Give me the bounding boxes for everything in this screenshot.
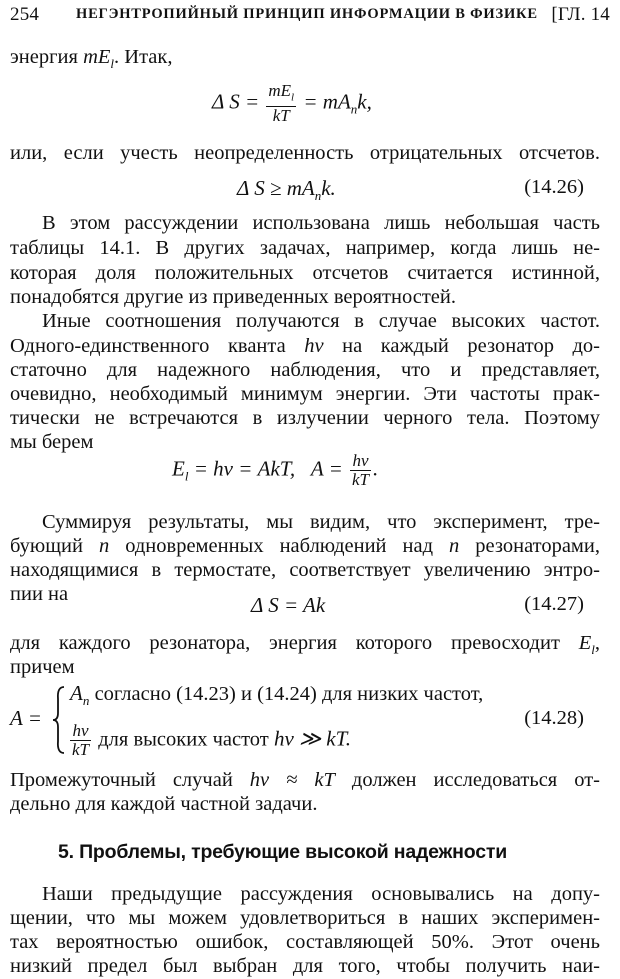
math-symbol: = bbox=[244, 89, 260, 114]
math-symbol: hν ≈ kT bbox=[249, 769, 335, 791]
text-line bbox=[10, 333, 600, 359]
math-symbol: Δ S bbox=[212, 89, 240, 114]
math-symbol: ≥ mA bbox=[269, 176, 315, 200]
text-fragment: Одного-единственного кванта bbox=[10, 335, 286, 357]
text-line: для каждого резонатора, энергия которого превосходит $E_l$, bbox=[10, 632, 600, 658]
formula-entropy-bound bbox=[237, 176, 602, 204]
math-subscript: n bbox=[314, 188, 322, 204]
text-line: тически не встречаются в излучении черного тела. Поэтому bbox=[10, 407, 600, 429]
page-number: 254 bbox=[10, 4, 40, 25]
math-symbol: = hν = AkT, bbox=[193, 456, 296, 481]
fraction bbox=[350, 452, 371, 489]
math-symbol: E bbox=[172, 456, 185, 481]
math-symbol: hν bbox=[304, 335, 324, 357]
running-title: НЕГЭНТРОПИЙНЫЙ ПРИНЦИП ИНФОРМАЦИИ В ФИЗИКЕ bbox=[76, 6, 538, 22]
fraction-numerator: hν bbox=[70, 722, 91, 741]
formula-entropy-ak bbox=[251, 593, 602, 618]
math-subscript: n bbox=[82, 693, 90, 709]
text-line: таблицы 14.1. В других задачах, например, когда лишь не- bbox=[10, 237, 600, 259]
equation-number: (14.28) bbox=[524, 707, 584, 729]
text-line: низкий предел был выбран для того, чтобы получить наи- bbox=[10, 955, 600, 977]
text-fragment: одновременных наблюдений над bbox=[125, 535, 434, 557]
text-line: Суммируя результаты, мы видим, что эксперимент, тре- bbox=[42, 511, 600, 533]
text-line: понадобятся другие из приведенных вероятностей. bbox=[10, 286, 456, 308]
math-symbol: n bbox=[98, 535, 110, 557]
text-fragment: бующий bbox=[10, 535, 83, 557]
fraction bbox=[266, 82, 296, 125]
fraction-denominator: kT bbox=[352, 470, 370, 489]
math-symbol: = mA bbox=[303, 89, 351, 114]
fraction-denominator: kT bbox=[72, 740, 89, 759]
text-fragment: Итак, bbox=[124, 46, 173, 68]
math-symbol: mE bbox=[83, 46, 111, 68]
text-line: энергия $mE_l$. Итак, bbox=[10, 46, 173, 72]
section-heading: 5. Проблемы, требующие высокой надежности bbox=[58, 841, 507, 863]
math-subscript: l bbox=[110, 56, 115, 72]
equation-number: (14.27) bbox=[524, 593, 584, 615]
formula-energy: $E_l = h\nu$ = AkT, A = $\frac{h\nu}{kT}$ . bbox=[172, 451, 379, 489]
fraction-numerator: mE bbox=[268, 81, 292, 100]
text-line bbox=[10, 767, 600, 793]
text-line: Наши предыдущие рассуждения основывались на допу- bbox=[42, 883, 600, 905]
text-fragment: должен исследоваться от- bbox=[351, 769, 600, 791]
fraction-denominator: kT bbox=[272, 106, 290, 126]
text-fragment: резонаторами, bbox=[475, 535, 600, 557]
math-symbol: n bbox=[449, 535, 460, 557]
text-line: или, если учесть неопределенность отрицательных отсчетов. bbox=[10, 142, 600, 164]
math-symbol: Δ S bbox=[251, 593, 279, 617]
text-fragment: Промежуточный случай bbox=[10, 769, 233, 791]
text-line bbox=[10, 533, 600, 559]
math-symbol: k. bbox=[321, 176, 336, 200]
case-low-frequency bbox=[70, 681, 483, 709]
running-header bbox=[10, 4, 610, 28]
equation-number: (14.26) bbox=[524, 176, 584, 198]
text-line: находящимися в термостате, соответствует увеличению энтро- bbox=[10, 559, 600, 581]
text-line: мы берем bbox=[10, 431, 94, 453]
case-high-frequency bbox=[68, 722, 602, 759]
math-symbol: = Ak bbox=[283, 593, 326, 617]
text-line: пии на bbox=[10, 583, 69, 605]
text-line: тах вероятностью ошибок, составляющей 50%. Этот очень bbox=[10, 931, 600, 953]
formula-entropy-1 bbox=[212, 82, 372, 125]
text-fragment: на каждый резонатор до- bbox=[342, 335, 600, 357]
fraction bbox=[70, 722, 91, 759]
math-subscript: l bbox=[591, 642, 595, 658]
math-symbol: k, bbox=[357, 89, 372, 114]
fraction-numerator: hν bbox=[350, 452, 371, 471]
text-line: которая доля положительных отсчетов считается истинной, bbox=[10, 262, 600, 284]
text-line: статочно для надежного наблюдения, что и представляет, bbox=[10, 359, 600, 381]
math-symbol: A = bbox=[310, 456, 343, 481]
left-brace bbox=[52, 685, 66, 755]
math-symbol: A bbox=[70, 681, 83, 705]
text-line: В этом рассуждении использована лишь небольшая часть bbox=[42, 212, 600, 234]
text-line: очевидно, необходимый минимум энергии. Эти частоты прак- bbox=[10, 383, 600, 405]
text-line: дельно для каждой частной задачи. bbox=[10, 793, 318, 815]
text-line: Иные соотношения получаются в случае высоких частот. bbox=[42, 310, 600, 332]
text-fragment: для высоких частот bbox=[98, 728, 269, 751]
chapter-label: [ГЛ. 14 bbox=[551, 4, 610, 25]
text-line: щении, что мы можем удовлетвориться в наших эксперимен- bbox=[10, 907, 600, 929]
math-symbol: Δ S bbox=[237, 176, 265, 200]
math-symbol: hν ≫ kT. bbox=[273, 726, 351, 751]
math-symbol: E bbox=[578, 632, 592, 654]
text-fragment: согласно (14.23) и (14.24) для низких частот, bbox=[94, 683, 484, 705]
text-fragment: энергия bbox=[10, 46, 78, 68]
text-line: причем bbox=[10, 656, 75, 678]
math-subscript: l bbox=[184, 468, 189, 484]
cases-lhs: A = bbox=[10, 706, 42, 730]
text-fragment: для каждого резонатора, энергия которого превосходит bbox=[10, 632, 560, 654]
math-subscript: n bbox=[350, 101, 358, 117]
math-subscript: l bbox=[291, 91, 295, 104]
